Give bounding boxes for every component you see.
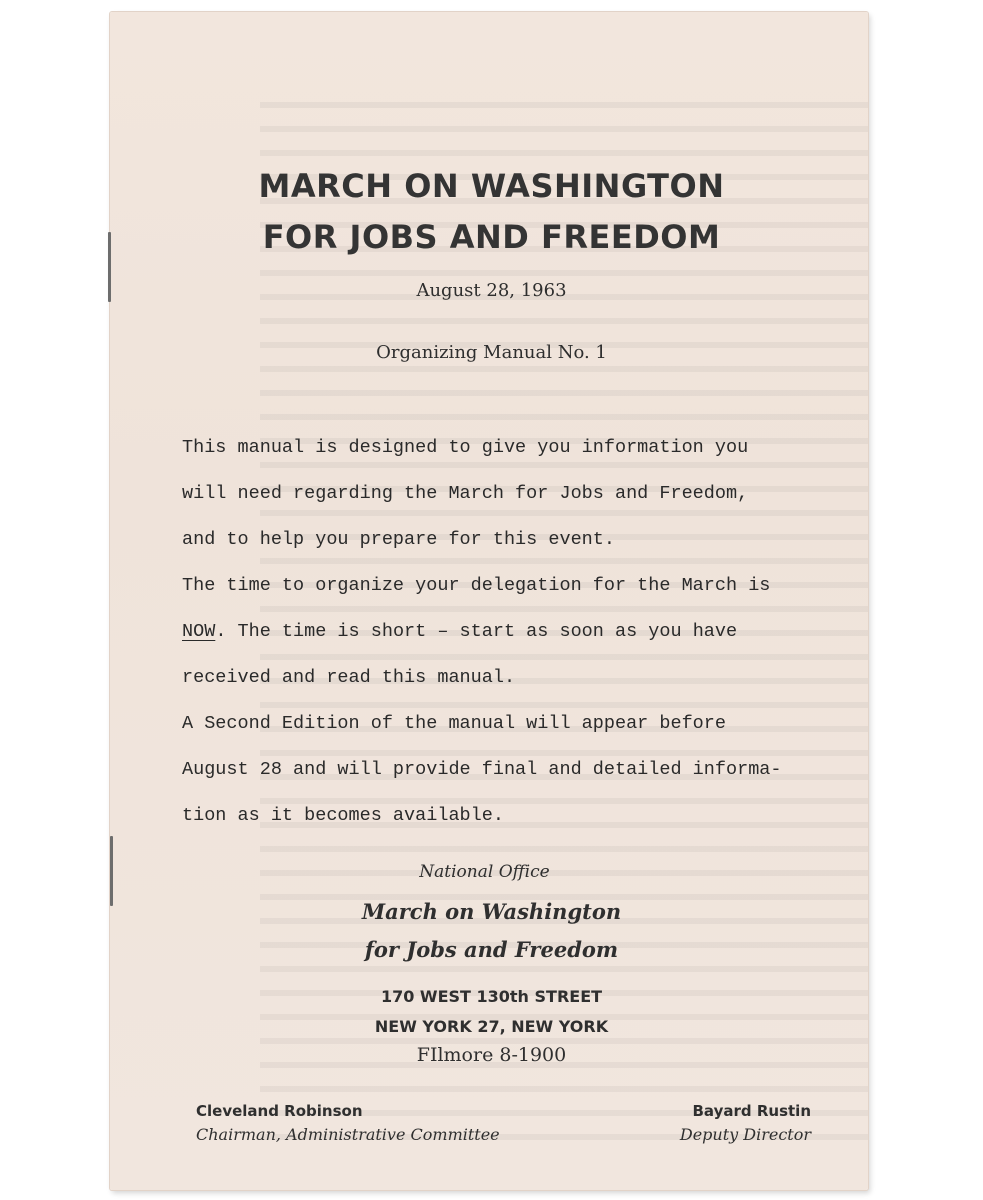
signatory-left-name: Cleveland Robinson (196, 1102, 363, 1120)
signatory-right-name: Bayard Rustin (692, 1102, 811, 1120)
org-name-line-2: for Jobs and Freedom (364, 937, 619, 962)
org-name-line-1: March on Washington (361, 899, 622, 924)
body-line: This manual is designed to give you information you (182, 437, 749, 458)
signatory-left-title: Chairman, Administrative Committee (196, 1125, 500, 1144)
body-line: A Second Edition of the manual will appear before (182, 713, 726, 734)
phone-number: FIlmore 8-1900 (416, 1044, 567, 1066)
title-line-2: FOR JOBS AND FREEDOM (262, 218, 721, 256)
now-emphasis: NOW (182, 621, 216, 642)
signatory-right-title: Deputy Director (679, 1125, 811, 1144)
body-line: August 28 and will provide final and detailed informa- (182, 759, 782, 780)
body-line: tion as it becomes available. (182, 805, 504, 826)
manual-subtitle: Organizing Manual No. 1 (376, 342, 607, 363)
body-line: received and read this manual. (182, 667, 516, 688)
office-label: National Office (419, 862, 550, 882)
body-line: will need regarding the March for Jobs and Freedom, (182, 483, 749, 504)
address-street: 170 WEST 130th STREET (380, 987, 603, 1006)
body-line (182, 621, 737, 642)
body-line: The time to organize your delegation for the March is (182, 575, 771, 596)
body-line: and to help you prepare for this event. (182, 529, 615, 550)
title-line-1: MARCH ON WASHINGTON (258, 167, 725, 205)
address-city: NEW YORK 27, NEW YORK (374, 1017, 609, 1036)
body-line-rest: . The time is short – start as soon as you have (215, 621, 738, 642)
event-date: August 28, 1963 (416, 280, 567, 301)
